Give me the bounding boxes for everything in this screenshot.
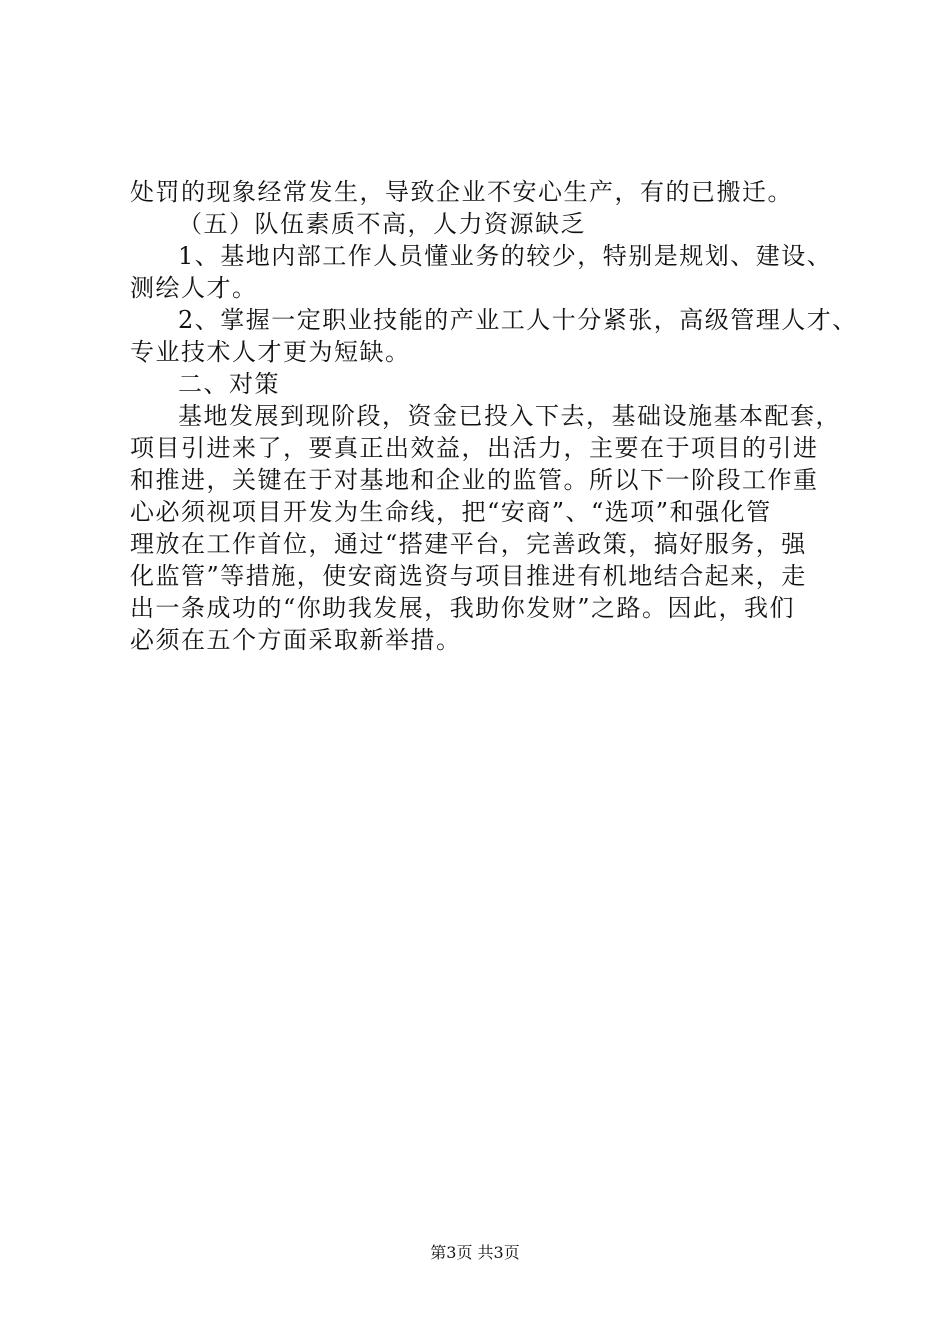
page-number-footer: 第3页 共3页 xyxy=(430,1243,520,1262)
text-line: 理放在工作首位，通过“搭建平台，完善政策，搞好服务，强 xyxy=(130,530,807,558)
text-line: 2、掌握一定职业技能的产业工人十分紧张，高级管理人才、 xyxy=(178,306,858,334)
section-heading: 二、对策 xyxy=(178,370,280,398)
text-line: 必须在五个方面采取新举措。 xyxy=(130,626,462,654)
text-line: 基地发展到现阶段，资金已投入下去，基础设施基本配套， xyxy=(178,402,841,430)
text-line: 1、基地内部工作人员懂业务的较少，特别是规划、建设、 xyxy=(178,242,833,270)
document-body xyxy=(130,176,858,656)
text-line: 和推进，关键在于对基地和企业的监管。所以下一阶段工作重 xyxy=(130,466,819,494)
section-heading: （五）队伍素质不高，人力资源缺乏 xyxy=(178,210,586,238)
text-line: 项目引进来了，要真正出效益，出活力，主要在于项目的引进 xyxy=(130,434,819,462)
text-line: 化监管”等措施，使安商选资与项目推进有机地结合起来，走 xyxy=(130,562,807,590)
text-line: 出一条成功的“你助我发展，我助你发财”之路。因此，我们 xyxy=(130,594,796,622)
text-line: 心必须视项目开发为生命线，把“安商”、“选项”和强化管 xyxy=(130,498,772,526)
text-line: 测绘人才。 xyxy=(130,274,258,302)
text-line: 处罚的现象经常发生，导致企业不安心生产，有的已搬迁。 xyxy=(130,178,793,206)
text-line: 专业技术人才更为短缺。 xyxy=(130,338,411,366)
